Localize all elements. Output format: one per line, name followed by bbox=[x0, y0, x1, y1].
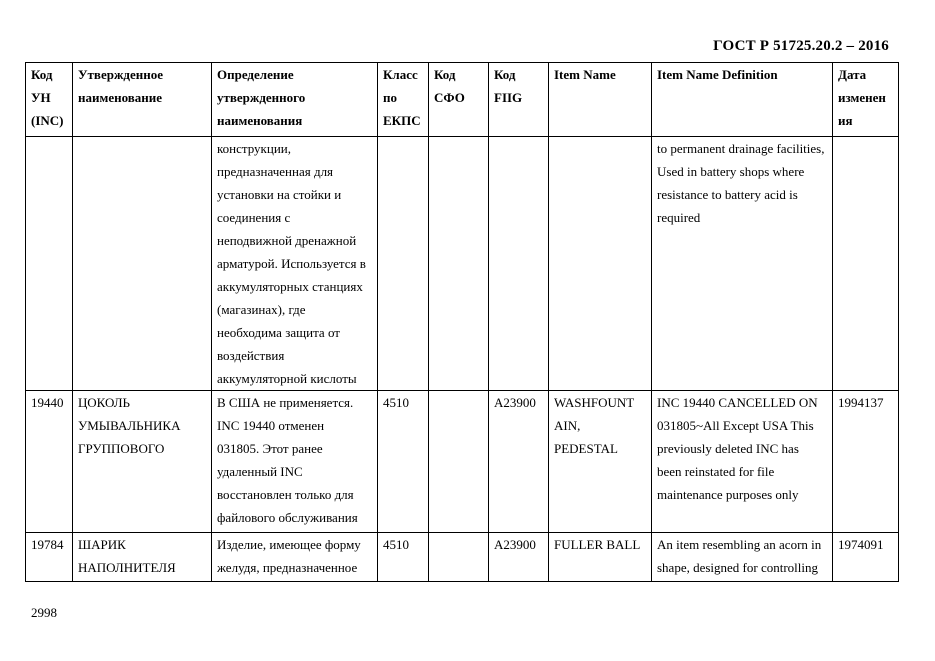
cell-text-line: maintenance purposes only bbox=[657, 487, 799, 502]
cell-text-line: восстановлен только для bbox=[217, 487, 354, 502]
table-header-row bbox=[26, 63, 899, 137]
cell-text-line: желудя, предназначенное bbox=[217, 560, 358, 575]
approved-name-cell bbox=[73, 137, 212, 391]
fiig-code-cell bbox=[489, 533, 549, 582]
change-date-cell bbox=[833, 137, 899, 391]
cell-text-line: FULLER BALL bbox=[554, 537, 641, 552]
cell-text-line: An item resembling an acorn in bbox=[657, 537, 822, 552]
header-fiig-code: Код FIIG bbox=[489, 63, 549, 137]
cell-text-line: В США не применяется. bbox=[217, 395, 354, 410]
header-approved-name: Утвержденное наименование bbox=[73, 63, 212, 137]
cell-text-line: Used in battery shops where bbox=[657, 164, 805, 179]
cell-text-line: INC 19440 отменен bbox=[217, 418, 325, 433]
cell-text-line: been reinstated for file bbox=[657, 464, 775, 479]
document-header: ГОСТ Р 51725.20.2 – 2016 bbox=[713, 38, 889, 54]
inc-code-cell bbox=[26, 391, 73, 533]
cell-text-line: to permanent drainage facilities, bbox=[657, 141, 825, 156]
approved-name-cell bbox=[73, 533, 212, 582]
cell-text-line: A23900 bbox=[494, 537, 536, 552]
cell-text-line: ГРУППОВОГО bbox=[78, 441, 165, 456]
header-sfo-code: Код СФО bbox=[429, 63, 489, 137]
header-change-date: Дата изменен ия bbox=[833, 63, 899, 137]
table-row bbox=[26, 137, 899, 391]
item-name-cell bbox=[549, 533, 652, 582]
header-item-name: Item Name bbox=[549, 63, 652, 137]
cell-text-line: неподвижной дренажной bbox=[217, 233, 357, 248]
cell-text-line: 1974091 bbox=[838, 537, 884, 552]
inc-code-cell bbox=[26, 533, 73, 582]
cell-text-line: 4510 bbox=[383, 395, 409, 410]
item-name-definition-cell bbox=[652, 391, 833, 533]
cell-text-line: аккумуляторных станциях bbox=[217, 279, 363, 294]
cell-text-line: конструкции, bbox=[217, 141, 291, 156]
cell-text-line: арматурой. Используется в bbox=[217, 256, 366, 271]
cell-text-line: НАПОЛНИТЕЛЯ bbox=[78, 560, 176, 575]
cell-text-line: AIN, bbox=[554, 418, 581, 433]
definition-cell bbox=[212, 137, 378, 391]
inc-code-cell bbox=[26, 137, 73, 391]
item-name-table bbox=[25, 62, 899, 582]
cell-text-line: 031805. Этот ранее bbox=[217, 441, 323, 456]
cell-text-line: 4510 bbox=[383, 537, 409, 552]
cell-text-line: установки на стойки и bbox=[217, 187, 342, 202]
definition-cell bbox=[212, 533, 378, 582]
item-name-cell bbox=[549, 391, 652, 533]
fiig-code-cell bbox=[489, 391, 549, 533]
cell-text-line: 19440 bbox=[31, 395, 64, 410]
cell-text-line: (магазинах), где bbox=[217, 302, 306, 317]
cell-text-line: WASHFOUNT bbox=[554, 395, 635, 410]
cell-text-line: предназначенная для bbox=[217, 164, 334, 179]
cell-text-line: аккумуляторной кислоты bbox=[217, 371, 357, 386]
approved-name-cell bbox=[73, 391, 212, 533]
change-date-cell bbox=[833, 533, 899, 582]
cell-text-line: required bbox=[657, 210, 701, 225]
cell-text-line: PEDESTAL bbox=[554, 441, 618, 456]
cell-text-line: 031805~All Except USA This bbox=[657, 418, 814, 433]
fiig-code-cell bbox=[489, 137, 549, 391]
cell-text-line: соединения с bbox=[217, 210, 291, 225]
change-date-cell bbox=[833, 391, 899, 533]
cell-text-line: shape, designed for controlling bbox=[657, 560, 819, 575]
cell-text-line: previously deleted INC has bbox=[657, 441, 799, 456]
ekps-class-cell bbox=[378, 137, 429, 391]
cell-text-line: УМЫВАЛЬНИКА bbox=[78, 418, 181, 433]
header-ekps-class: Класс по ЕКПС bbox=[378, 63, 429, 137]
cell-text-line: воздействия bbox=[217, 348, 285, 363]
sfo-code-cell bbox=[429, 391, 489, 533]
ekps-class-cell bbox=[378, 391, 429, 533]
cell-text-line: 1994137 bbox=[838, 395, 884, 410]
cell-text-line: файлового обслуживания bbox=[217, 510, 358, 525]
cell-text-line: resistance to battery acid is bbox=[657, 187, 798, 202]
sfo-code-cell bbox=[429, 137, 489, 391]
header-inc-code: Код УН (INC) bbox=[26, 63, 73, 137]
definition-cell bbox=[212, 391, 378, 533]
cell-text-line: INC 19440 CANCELLED ON bbox=[657, 395, 818, 410]
cell-text-line: необходима защита от bbox=[217, 325, 340, 340]
header-definition: Определение утвержденного наименования bbox=[212, 63, 378, 137]
cell-text-line: ШАРИК bbox=[78, 537, 126, 552]
table-row bbox=[26, 533, 899, 582]
cell-text-line: A23900 bbox=[494, 395, 536, 410]
table-row bbox=[26, 391, 899, 533]
header-item-name-definition: Item Name Definition bbox=[652, 63, 833, 137]
item-name-definition-cell bbox=[652, 533, 833, 582]
sfo-code-cell bbox=[429, 533, 489, 582]
ekps-class-cell bbox=[378, 533, 429, 582]
cell-text-line: Изделие, имеющее форму bbox=[217, 537, 361, 552]
cell-text-line: ЦОКОЛЬ bbox=[78, 395, 130, 410]
item-name-cell bbox=[549, 137, 652, 391]
cell-text-line: 19784 bbox=[31, 537, 64, 552]
page-number: 2998 bbox=[31, 605, 57, 620]
item-name-definition-cell bbox=[652, 137, 833, 391]
cell-text-line: удаленный INC bbox=[217, 464, 303, 479]
